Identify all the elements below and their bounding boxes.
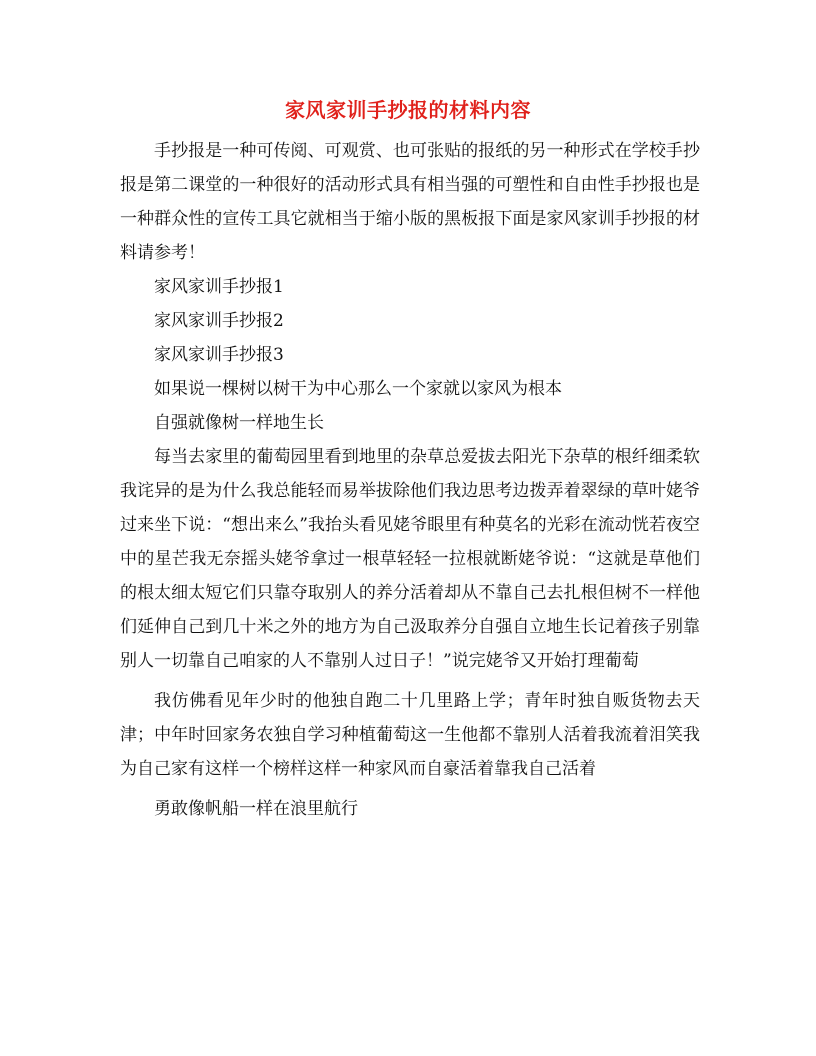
section-heading-1: 自强就像树一样地生长 [154,413,324,433]
list-item-2: 家风家训手抄报2 [154,311,284,331]
story-paragraph-1: 每当去家里的葡萄园里看到地里的杂草总爱拔去阳光下杂草的根纤细柔软我诧异的是为什么我总能轻而易举拔除他们我边思考边拨弄着翠绿的草叶姥爷过来坐下说：“想出来么”我抬头看见姥爷眼里有种莫名的光彩在流动恍若夜空中的星芒我无奈摇头姥爷拿过一根草轻轻一拉根就断姥爷说：“这就是草他们的根太细太短它们只靠夺取别人的养分活着却从不靠自己去扎根但树不一样他们延伸自己到几十米之外的地方为自己汲取养分自强自立地生长记着孩子别靠别人一切靠自己咱家的人不靠别人过日子！”说完姥爷又开始打理葡萄 [120,447,700,671]
document-title: 家风家训手抄报的材料内容 [285,98,531,122]
list-item-1: 家风家训手抄报1 [154,277,284,297]
section-heading-2: 勇敢像帆船一样在浪里航行 [154,799,358,819]
intro-paragraph: 手抄报是一种可传阅、可观赏、也可张贴的报纸的另一种形式在学校手抄报是第二课堂的一种很好的活动形式具有相当强的可塑性和自由性手抄报也是一种群众性的宣传工具它就相当于缩小版的黑板报下面是家风家训手抄报的材料请参考！ [120,141,700,263]
list-item-3: 家风家训手抄报3 [154,345,284,365]
story-paragraph-2: 我仿佛看见年少时的他独自跑二十几里路上学；青年时独自贩货物去天津；中年时回家务农独自学习种植葡萄这一生他都不靠别人活着我流着泪笑我为自己家有这样一个榜样这样一种家风而自豪活着靠我自己活着 [120,691,700,779]
document-body [120,134,700,826]
thesis-line: 如果说一棵树以树干为中心那么一个家就以家风为根本 [154,379,562,399]
